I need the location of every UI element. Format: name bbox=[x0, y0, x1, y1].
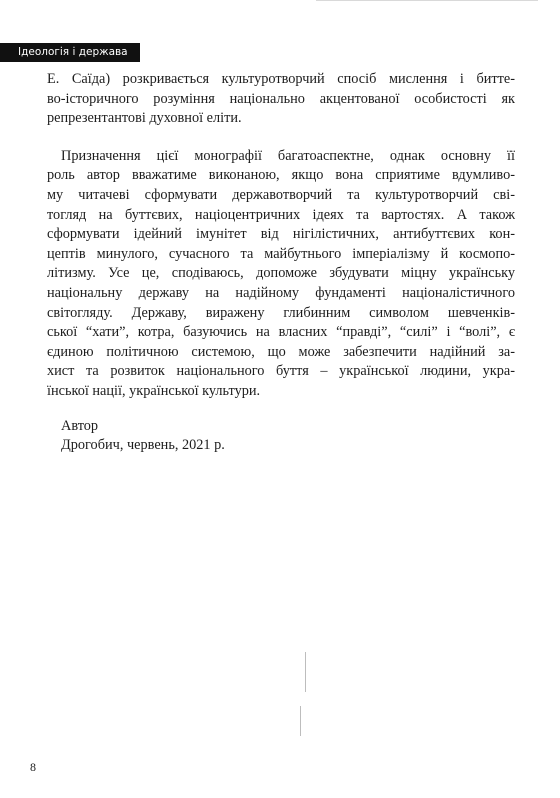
text-line: хист та розвиток національного буття – української людини, укра- bbox=[47, 363, 515, 380]
text-line: їнської нації, української культури. bbox=[47, 382, 261, 399]
text-line: тогляд на буттєвих, націоцентричних ідеях та вартостях. А також bbox=[47, 206, 515, 223]
text-line: цептів минулого, сучасного та майбутнього імперіалізму й космопо- bbox=[47, 245, 515, 262]
text-line: літизму. Усе це, сподіваюсь, допоможе збудувати міцну українську bbox=[47, 265, 515, 282]
signature-author: Автор bbox=[61, 418, 99, 434]
text-line: національну державу на надійному фундаменті націоналістичного bbox=[47, 284, 515, 301]
text-line: роль автор вважатиме виконаною, якщо вона сприятиме вдумливо- bbox=[47, 167, 515, 184]
body-text bbox=[47, 70, 515, 402]
running-header-title: Ідеологія і держава bbox=[18, 46, 128, 58]
paragraph-gap bbox=[47, 129, 515, 147]
page-number: 8 bbox=[30, 760, 36, 774]
text-line: Призначення цієї монографії багатоаспектне, однак основну її bbox=[61, 147, 515, 164]
text-line: світогляду. Державу, виражену глибинним символом шевченків- bbox=[47, 304, 515, 321]
text-line: єдиною політичною системою, що може забезпечити надійний за- bbox=[47, 343, 515, 360]
text-line: му читачеві сформувати державотворчий та культуротворчий сві- bbox=[47, 186, 515, 203]
paragraph-2 bbox=[47, 147, 515, 402]
text-line: Е. Саїда) розкривається культуротворчий спосіб мислення і битте- bbox=[47, 71, 515, 87]
scan-mark bbox=[300, 706, 301, 736]
text-line: ської “хати”, котра, базуючись на власних “правді”, “силі” і “волі”, є bbox=[47, 324, 515, 341]
running-header bbox=[0, 43, 140, 62]
scan-mark bbox=[305, 652, 306, 692]
text-line: во-історичного розуміння національно акцентованої особистості як bbox=[47, 90, 515, 107]
text-line: репрезентантові духовної еліти. bbox=[47, 110, 242, 127]
signature-place-date: Дрогобич, червень, 2021 р. bbox=[61, 437, 225, 453]
text-line: сформувати ідейний імунітет від нігілістичних, антибуттєвих кон- bbox=[47, 226, 515, 243]
top-rule bbox=[316, 0, 538, 1]
paragraph-1 bbox=[47, 70, 515, 129]
